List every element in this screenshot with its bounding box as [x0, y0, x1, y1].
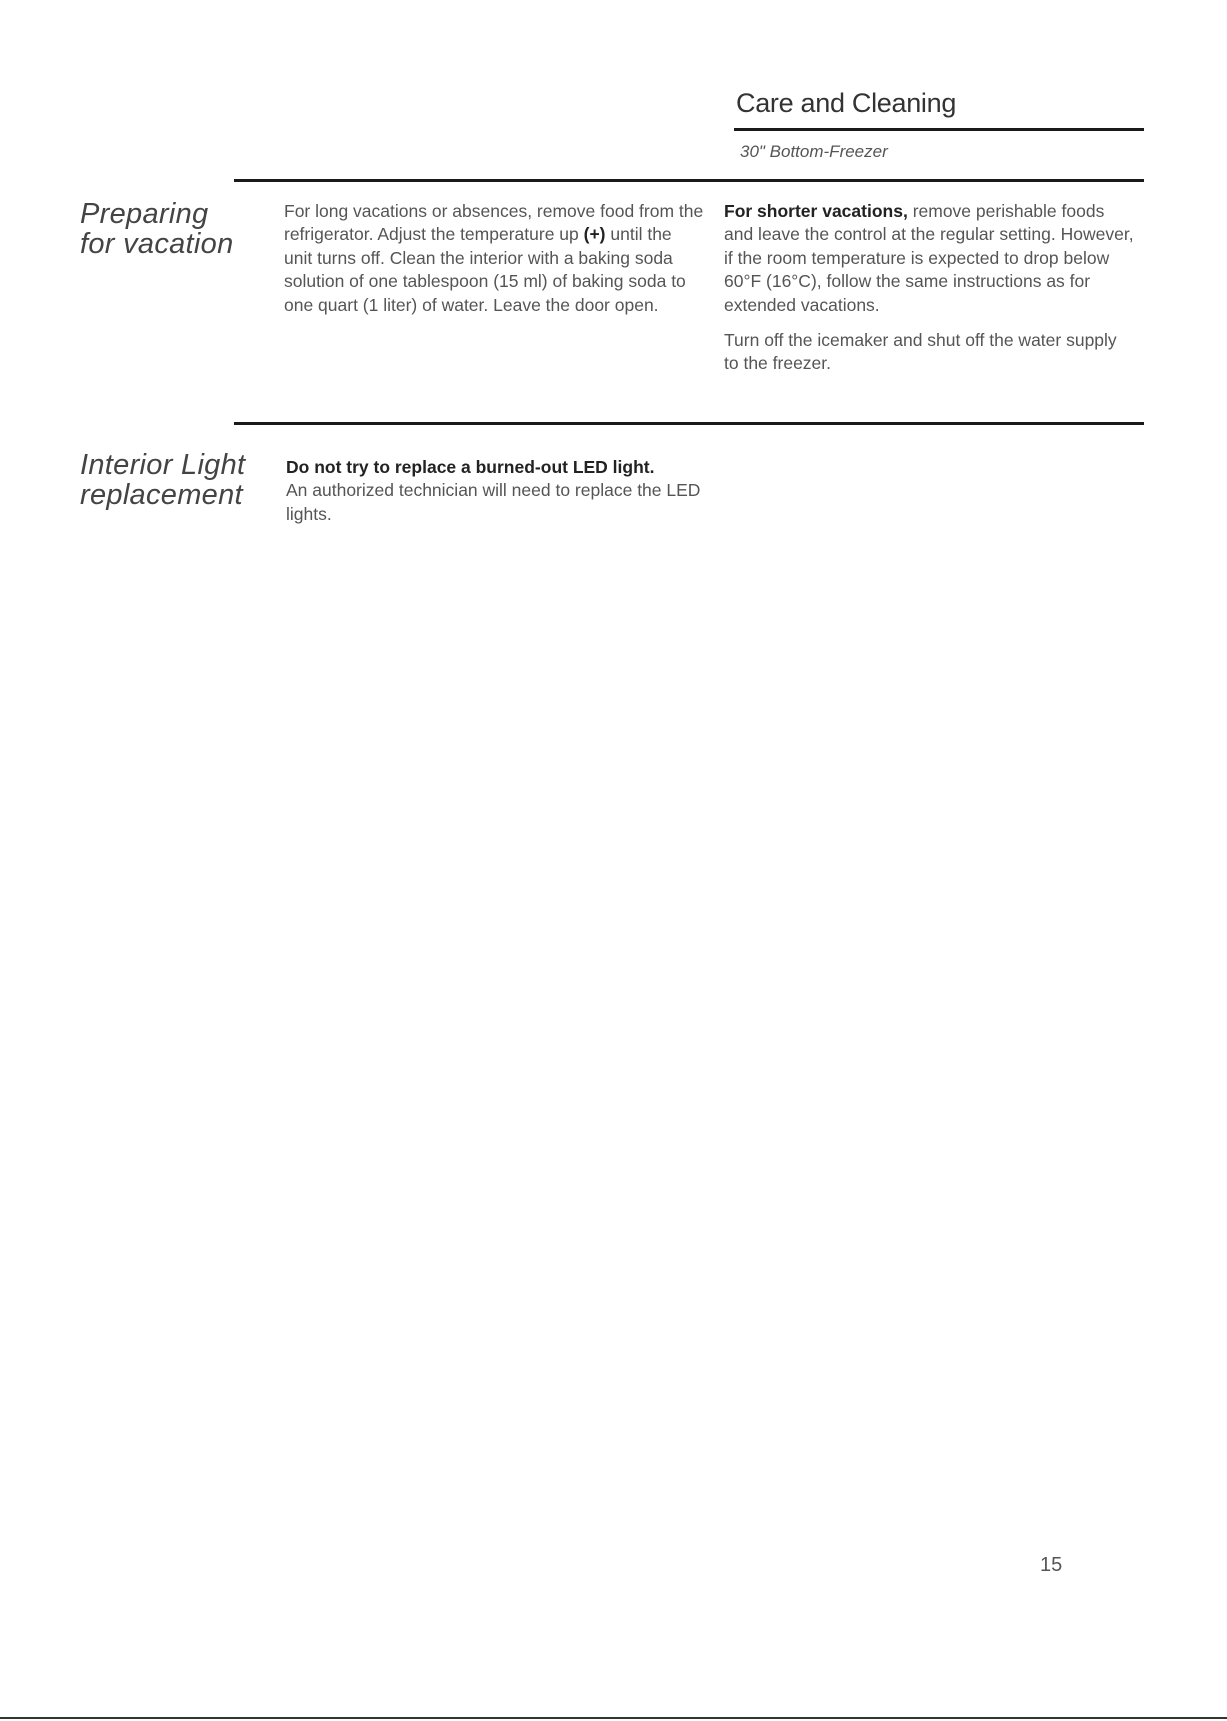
page-number: 15: [1040, 1554, 1063, 1576]
light-text: An authorized technician will need to replace the LED lights.: [286, 480, 701, 524]
section-title-line2: replacement: [80, 479, 243, 511]
section-title-line1: Preparing: [80, 198, 209, 230]
short-vacations-lead: For shorter vacations,: [724, 201, 908, 221]
section-divider-vacation: [234, 179, 1144, 182]
plus-symbol-text: (+): [583, 224, 606, 245]
vacation-left-column: [284, 200, 704, 329]
vacation-short-paragraph: [724, 200, 1134, 317]
icemaker-paragraph: Turn off the icemaker and shut off the water supply to the freezer.: [724, 330, 1117, 374]
light-column: [286, 456, 706, 526]
vacation-long-paragraph: [284, 200, 704, 317]
section-title-vacation: [80, 199, 234, 259]
section-title-line2: for vacation: [80, 228, 234, 260]
page-bottom-edge: [0, 1717, 1227, 1719]
section-divider-light: [234, 422, 1144, 425]
vacation-right-column: [724, 200, 1134, 388]
page-title: Care and Cleaning: [736, 88, 957, 118]
page-subtitle: 30" Bottom-Freezer: [740, 142, 888, 161]
section-title-line1: Interior Light: [80, 449, 246, 481]
vacation-long-text: For long vacations or absences, remove food from the refrigerator. Adjust the temperature up: [284, 201, 704, 245]
short-vacations-text: remove perishable foods and leave the control at the regular setting. However, if the room temperature is expected to drop below 60°F (16°C), follow the same instructions as for extended vacations.: [724, 201, 1134, 315]
light-paragraph: [286, 456, 706, 526]
header-divider: [734, 128, 1144, 131]
section-title-light: [80, 450, 245, 510]
vacation-long-text-rest: until the unit turns off. Clean the interior with a baking soda solution of one tablespoon (15 ml) of baking soda to one quart (1 liter) of water. Leave the door open.: [284, 224, 686, 315]
light-warning: Do not try to replace a burned-out LED light.: [286, 457, 655, 477]
